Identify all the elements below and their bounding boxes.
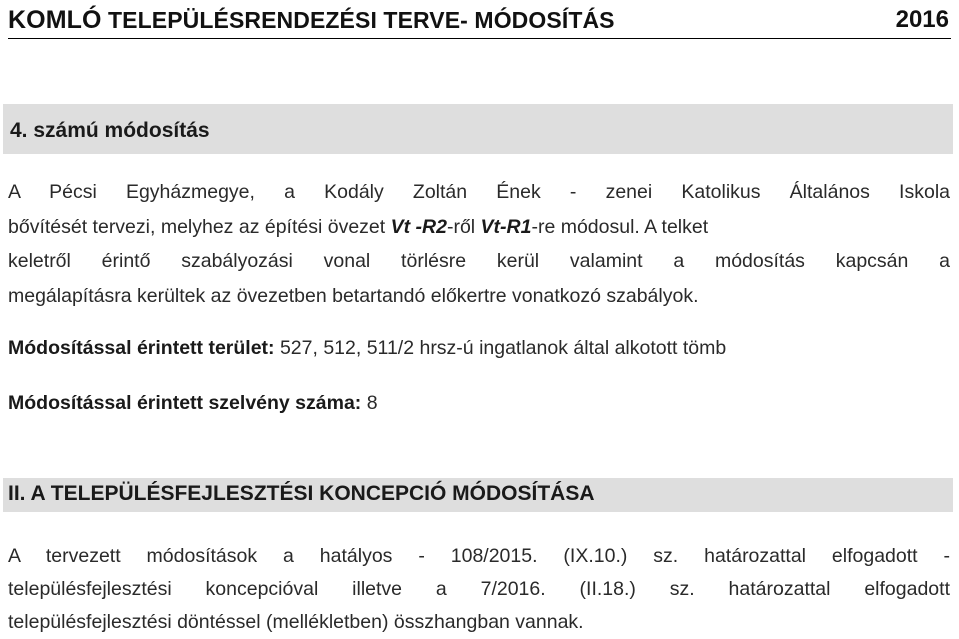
concept-heading-bar — [3, 478, 953, 512]
zone-code-from: Vt -R2 — [390, 215, 447, 238]
affected-sheet-label: Módosítással érintett szelvény száma: — [8, 392, 362, 414]
concept-line-1: A tervezett módosítások a hatályos - 108/2015. (IX.10.) sz. határozattal elfogadott - — [8, 545, 950, 567]
zone-code-to: Vt-R1 — [480, 215, 532, 238]
affected-sheet-value: 8 — [361, 392, 378, 414]
description-line-2-mid: -ről — [446, 215, 481, 238]
concept-paragraph — [8, 540, 950, 639]
concept-line-2: településfejlesztési koncepcióval illetve a 7/2016. (II.18.) sz. határozattal elfogadott — [8, 578, 950, 600]
affected-area-row — [8, 331, 950, 366]
affected-area-label: Módosítással érintett terület: — [8, 337, 275, 359]
affected-sheet-line — [8, 386, 950, 421]
description-line-2 — [8, 210, 950, 245]
description-line-2-start: bővítését tervezi, melyhez az építési övezet — [8, 215, 391, 238]
document-title — [8, 6, 615, 35]
section-heading-bar — [3, 104, 953, 154]
section-title: 4. számú módosítás — [10, 119, 210, 142]
affected-sheet-row — [8, 386, 950, 421]
description-line-2-end: -re módosul. A telket — [531, 215, 709, 238]
title-town-name: KOMLÓ — [8, 6, 102, 34]
description-line-1: A Pécsi Egyházmegye, a Kodály Zoltán Ének - zenei Katolikus Általános Iskola — [8, 181, 950, 203]
affected-area-value: 527, 512, 511/2 hrsz-ú ingatlanok által alkotott tömb — [274, 337, 727, 359]
title-text: TELEPÜLÉSRENDEZÉSI TERVE- MÓDOSÍTÁS — [101, 7, 615, 33]
concept-line-3: településfejlesztési döntéssel (mellékletben) összhangban vannak. — [8, 611, 584, 633]
document-year: 2016 — [895, 6, 949, 33]
concept-title: II. A TELEPÜLÉSFEJLESZTÉSI KONCEPCIÓ MÓDOSÍTÁSA — [8, 482, 595, 505]
description-line-3: keletről érintő szabályozási vonal törlésre kerül valamint a módosítás kapcsán a — [8, 250, 950, 272]
description-paragraph — [8, 175, 950, 313]
description-line-4: megálapításra kerültek az övezetben betartandó előkertre vonatkozó szabályok. — [8, 284, 699, 307]
document-header — [8, 4, 951, 39]
affected-area-line — [8, 331, 950, 366]
